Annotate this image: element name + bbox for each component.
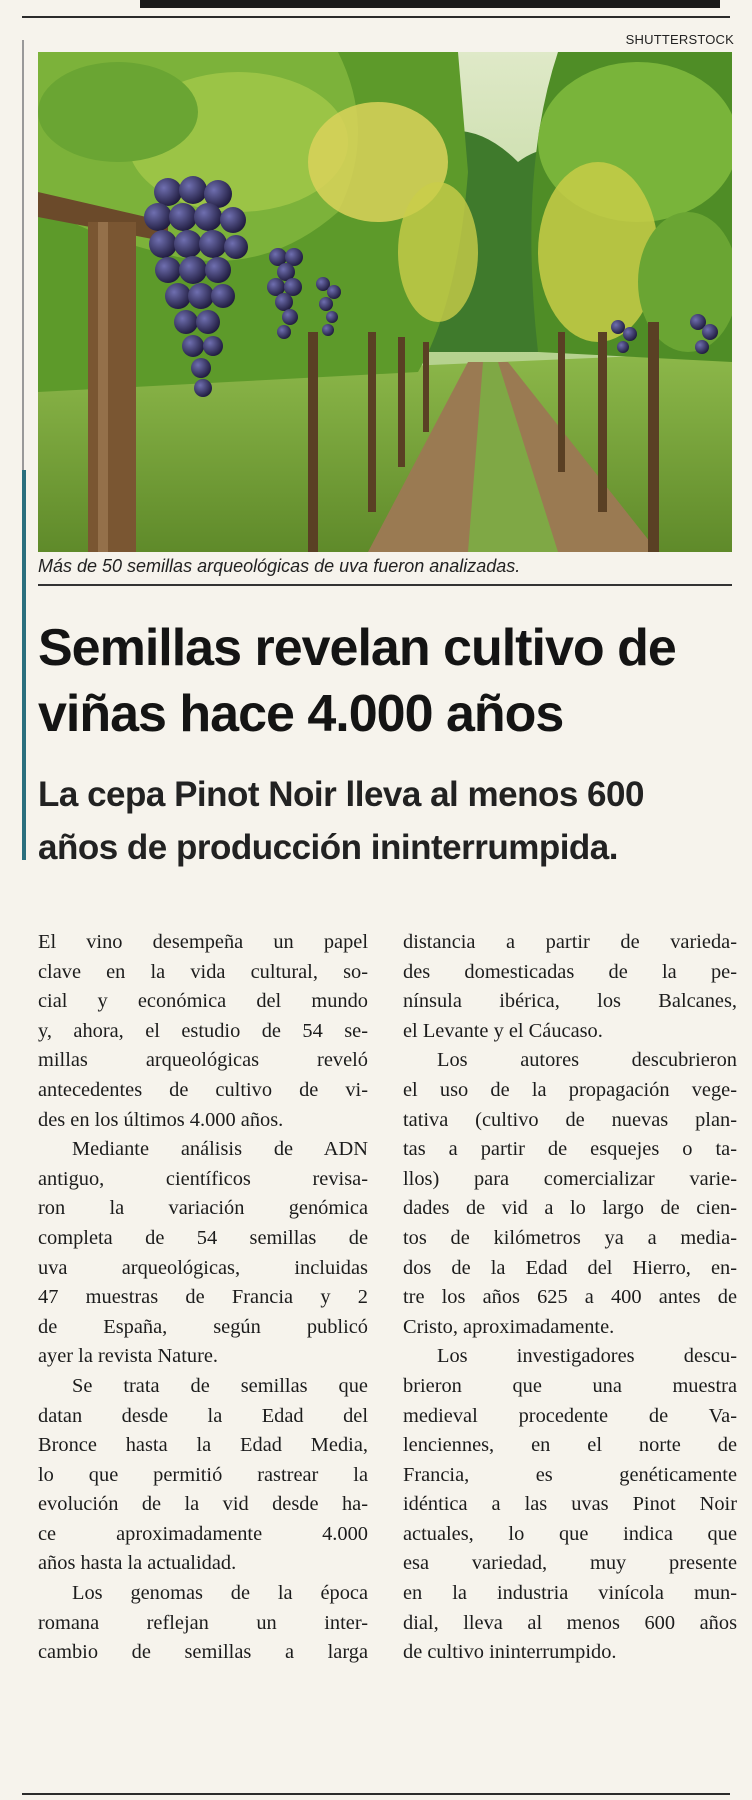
article-text-line: completa de 54 semillas de [38, 1226, 368, 1249]
left-margin-rule [22, 40, 24, 470]
article-text-line: medieval procedente de Va- [403, 1404, 737, 1427]
article-text-line: Francia, es genéticamente [403, 1463, 737, 1486]
section-accent-bar [22, 470, 26, 860]
article-text-line: idéntica a las uvas Pinot Noir [403, 1493, 737, 1516]
article-text-line: lenciennes, en el norte de [403, 1434, 737, 1457]
article-text-line: Cristo, aproximadamente. [403, 1315, 615, 1338]
article-text-line: actuales, lo que indica que [403, 1522, 737, 1545]
headline [38, 615, 738, 747]
article-text-line: cambio de semillas a larga [38, 1641, 368, 1664]
article-text-line: y, ahora, el estudio de 54 se- [38, 1019, 368, 1042]
headline-line-1: Semillas revelan cultivo de [38, 619, 676, 677]
article-text-line: en la industria vinícola mun- [403, 1582, 737, 1605]
article-column-right [403, 928, 737, 1668]
article-text-line: el Levante y el Cáucaso. [403, 1019, 603, 1042]
article-text-line: Los investigadores descu- [437, 1345, 737, 1368]
article-text-line: ron la variación genómica [38, 1197, 368, 1220]
article-text-line: el uso de la propagación vege- [403, 1078, 737, 1101]
article-text-line: dos de la Edad del Hierro, en- [403, 1256, 737, 1279]
article-text-line: brieron que una muestra [403, 1374, 737, 1397]
photo-caption: Más de 50 semillas arqueológicas de uva fueron analizadas. [38, 556, 521, 576]
article-text-line: datan desde la Edad del [38, 1404, 368, 1427]
headline-line-2: viñas hace 4.000 años [38, 685, 564, 743]
photo-credit: SHUTTERSTOCK [625, 32, 734, 47]
article-text-line: des domesticadas de la pe- [403, 960, 737, 983]
article-text-line: tativa (cultivo de nuevas plan- [403, 1108, 737, 1131]
subheadline [38, 768, 728, 874]
article-text-line: uva arqueológicas, incluidas [38, 1256, 368, 1279]
article-text-line: Los autores descubrieron [437, 1049, 737, 1072]
article-text-line: tas a partir de esquejes o ta- [403, 1138, 737, 1161]
article-text-line: ayer la revista Nature. [38, 1345, 219, 1368]
article-text-line: ce aproximadamente 4.000 [38, 1522, 368, 1545]
article-text-line: tre los años 625 a 400 antes de [403, 1286, 737, 1309]
article-text-line: de cultivo ininterrumpido. [403, 1641, 617, 1664]
article-text-line: Se trata de semillas que [72, 1374, 368, 1397]
article-text-line: de España, según publicó [38, 1315, 368, 1338]
article-text-line: nínsula ibérica, los Balcanes, [403, 990, 737, 1013]
article-text-line: tos de kilómetros ya a media- [403, 1226, 737, 1249]
subheadline-line-2: años de producción ininterrumpida. [38, 828, 618, 867]
article-text-line: des en los últimos 4.000 años. [38, 1108, 284, 1131]
article-text-line: clave en la vida cultural, so- [38, 960, 368, 983]
top-divider [22, 16, 730, 18]
article-text-line: esa variedad, muy presente [403, 1552, 737, 1575]
article-text-line: antiguo, científicos revisa- [38, 1167, 368, 1190]
article-text-line: Mediante análisis de ADN [72, 1138, 368, 1161]
article-text-line: El vino desempeña un papel [38, 931, 368, 953]
article-text-line: 47 muestras de Francia y 2 [38, 1286, 368, 1309]
article-text-line: distancia a partir de varieda- [403, 931, 737, 953]
article-text-line: lo que permitió rastrear la [38, 1463, 368, 1486]
article-text-line: antecedentes de cultivo de vi- [38, 1078, 368, 1101]
article-text-line: dades de vid a lo largo de cien- [403, 1197, 737, 1220]
bottom-divider [22, 1793, 730, 1795]
vineyard-photo [38, 52, 732, 552]
article-text-line: romana reflejan un inter- [38, 1611, 368, 1634]
masthead-fragment [140, 0, 720, 8]
subheadline-line-1: La cepa Pinot Noir lleva al menos 600 [38, 775, 644, 814]
article-text-line: Bronce hasta la Edad Media, [38, 1434, 368, 1457]
article-text-line: millas arqueológicas reveló [38, 1049, 368, 1072]
article-text-line: cial y económica del mundo [38, 990, 368, 1013]
article-text-line: Los genomas de la época [72, 1582, 368, 1605]
article-text-line: llos) para comercializar varie- [403, 1167, 737, 1190]
article-column-left [38, 928, 368, 1668]
article-text-line: años hasta la actualidad. [38, 1552, 237, 1575]
article-text-line: dial, lleva al menos 600 años [403, 1611, 737, 1634]
article-text-line: evolución de la vid desde ha- [38, 1493, 368, 1516]
caption-divider [38, 584, 732, 586]
